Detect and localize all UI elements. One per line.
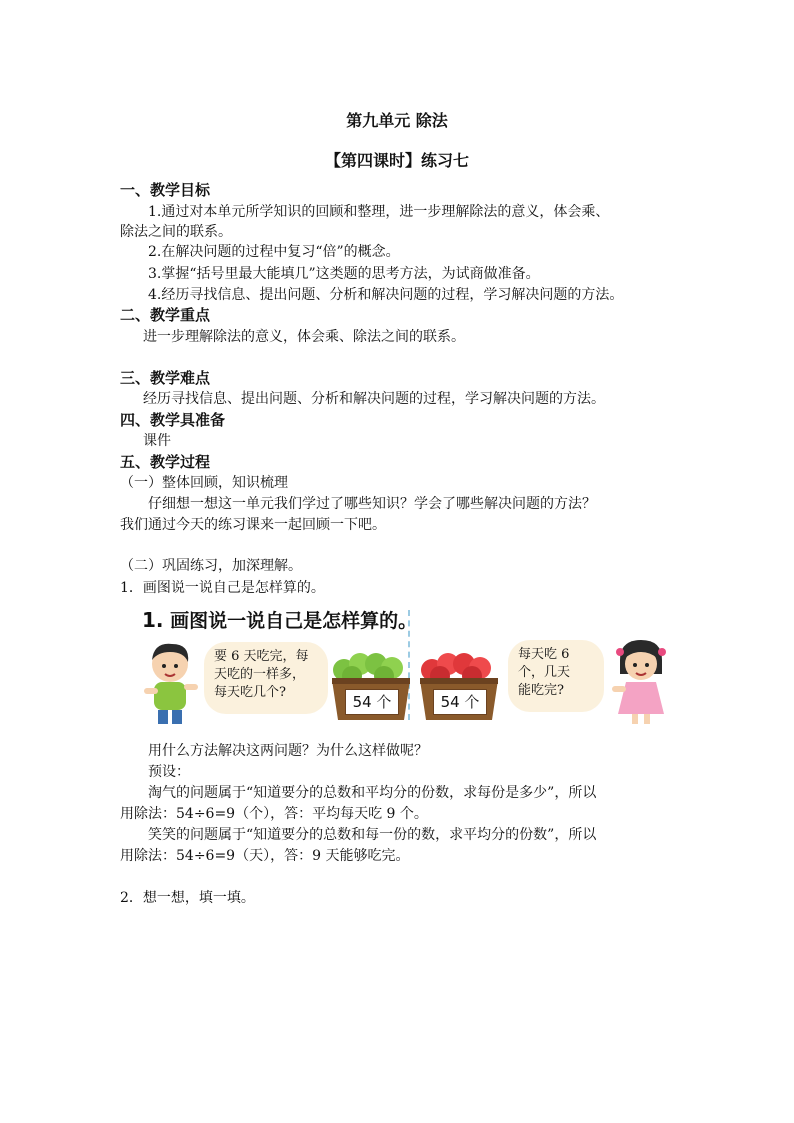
illustration-title [142,606,417,633]
answer-1-line2: 用除法：54÷6=9（个），答：平均每天吃 9 个。 [120,806,428,822]
speech-bubble-right [508,640,604,712]
bubble-right-line2: 个，几天 [518,665,571,680]
method-question: 用什么方法解决这两问题？为什么这样做呢？ [148,743,428,759]
process-part1-line1: 仔细想一想这一单元我们学过了哪些知识？学会了哪些解决问题的方法？ [148,496,596,512]
basket-right-label: 54 个 [433,689,487,715]
objective-1-line1: 1.通过对本单元所学知识的回顾和整理，进一步理解除法的意义，体会乘、 [148,204,610,220]
process-part1-line2: 我们通过今天的练习课来一起回顾一下吧。 [120,517,386,533]
objective-1-line2: 除法之间的联系。 [120,224,232,240]
difficulties-heading: 三、教学难点 [120,369,211,387]
objective-3: 3.掌握“括号里最大能填几”这类题的思考方法，为试商做准备。 [148,266,540,282]
basket-left-label: 54 个 [345,689,399,715]
illustration-title-text: 画图说一说自己是怎样算的。 [170,610,418,632]
materials-heading: 四、教学具准备 [120,411,226,429]
exercise-2: 2．想一想，填一填。 [120,890,255,906]
materials-text: 课件 [143,433,171,449]
answer-2-line1: 笑笑的问题属于“知道要分的总数和每一份的数，求平均分的份数”，所以 [148,827,597,843]
exercise-1: 1．画图说一说自己是怎样算的。 [120,580,325,596]
preset-label: 预设： [148,764,190,780]
unit-title: 第九单元 除法 [346,111,448,130]
lesson-title: 【第四课时】练习七 [324,151,469,170]
bubble-right-line3: 能吃完? [518,683,564,698]
process-heading: 五、教学过程 [120,453,211,471]
exercise-illustration [130,602,680,727]
bubble-left-line2: 天吃的一样多， [214,667,306,682]
key-points-heading: 二、教学重点 [120,306,211,324]
bubble-left-line1: 要 6 天吃完，每 [214,649,309,664]
speech-bubble-left [204,642,328,714]
girl-figure [610,638,672,726]
difficulties-text: 经历寻找信息、提出问题、分析和解决问题的过程，学习解决问题的方法。 [143,391,605,407]
key-points-text: 进一步理解除法的意义，体会乘、除法之间的联系。 [143,329,465,345]
boy-figure [140,640,204,726]
bubble-left-line3: 每天吃几个? [214,685,286,700]
answer-2-line2: 用除法：54÷6=9（天），答：9 天能够吃完。 [120,848,410,864]
objectives-heading: 一、教学目标 [120,181,211,199]
objective-2: 2.在解决问题的过程中复习“倍”的概念。 [148,244,400,260]
objective-4: 4.经历寻找信息、提出问题、分析和解决问题的过程，学习解决问题的方法。 [148,287,624,303]
process-part1: （一）整体回顾，知识梳理 [120,475,288,491]
illustration-title-number: 1. [142,608,164,632]
bubble-right-line1: 每天吃 6 [518,647,570,662]
answer-1-line1: 淘气的问题属于“知道要分的总数和平均分的份数，求每份是多少”，所以 [148,785,597,801]
process-part2: （二）巩固练习，加深理解。 [120,558,302,574]
